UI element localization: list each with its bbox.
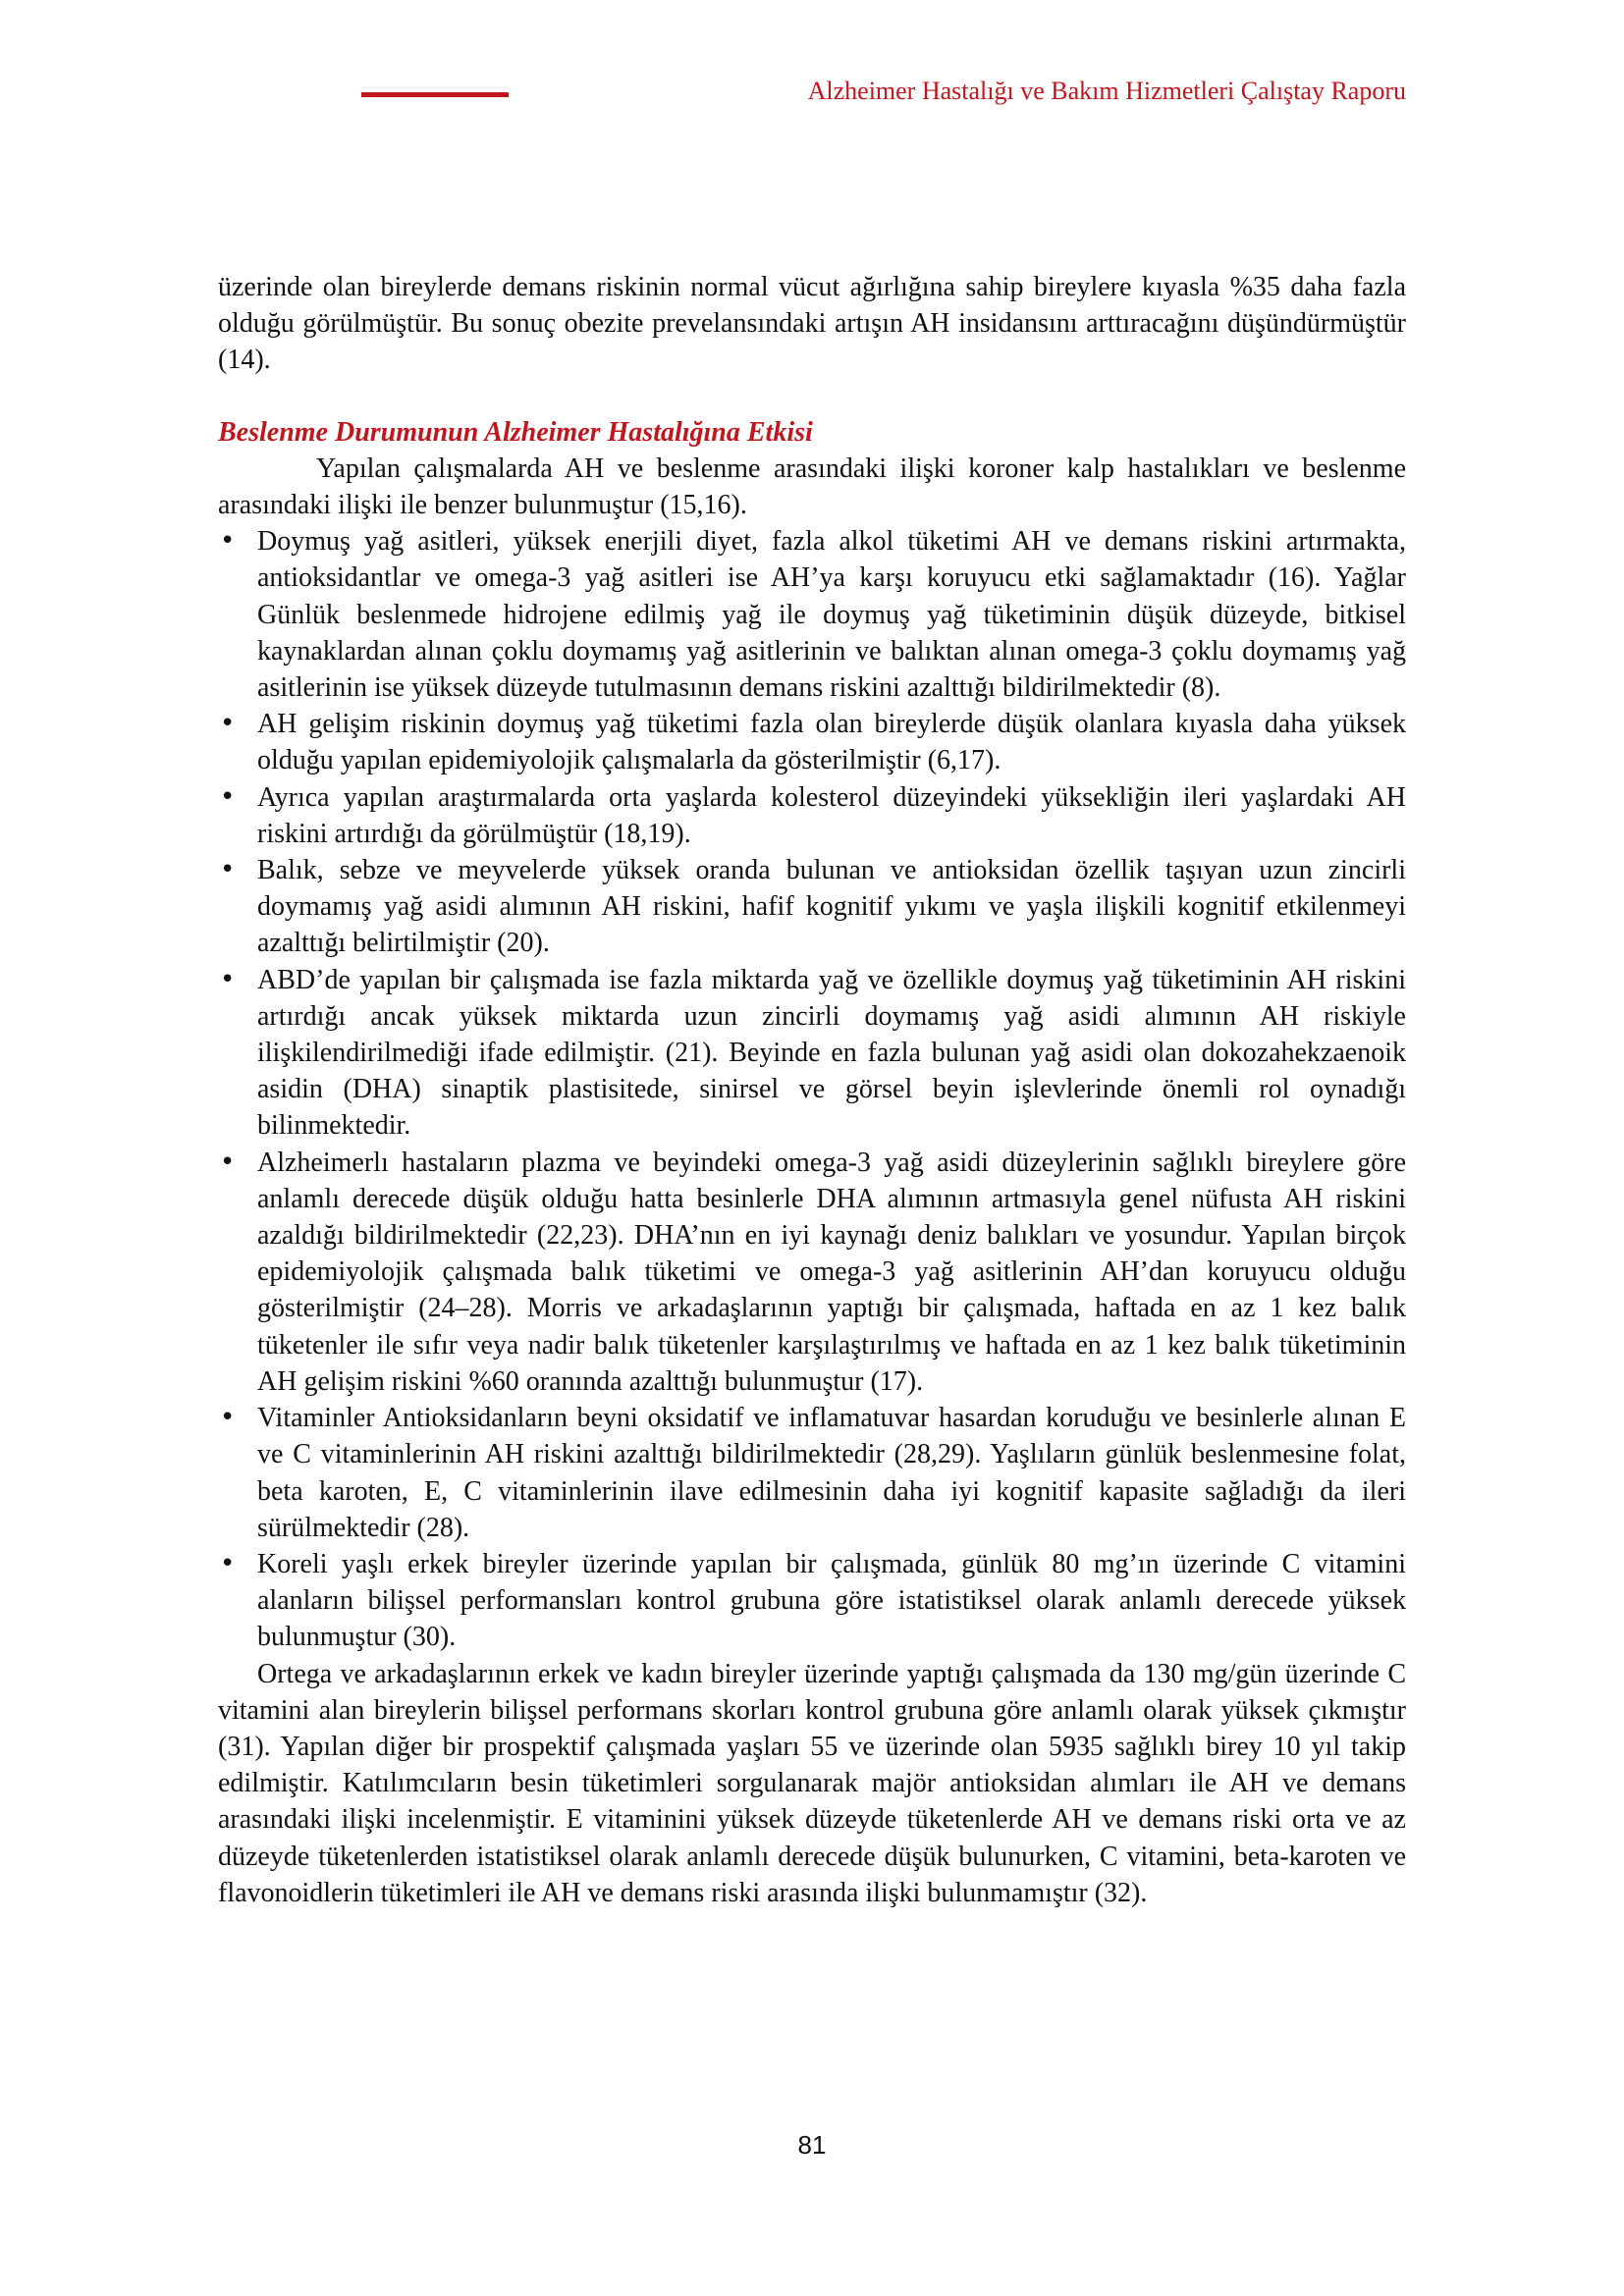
list-item: • Koreli yaşlı erkek bireyler üzerinde yapılan bir çalışmada, günlük 80 mg’ın üzerinde C vitamini alanların bilişsel performansları kontrol grubuna göre istatistiksel olarak anlamlı derecede yüksek bulunmuştur (30). xyxy=(218,1546,1406,1656)
list-item: • Balık, sebze ve meyvelerde yüksek oranda bulunan ve antioksidan özellik taşıyan uzun zincirli doymamış yağ asidi alımının AH riskini, hafif kognitif yıkımı ve yaşla ilişkili kognitif etkilenmeyi azalttığı belirtilmiştir (20). xyxy=(218,852,1406,962)
list-item: • Ayrıca yapılan araştırmalarda orta yaşlarda kolesterol düzeyindeki yüksekliğin ileri yaşlardaki AH riskini artırdığı da görülmüştür (18,19). xyxy=(218,779,1406,852)
list-item: • ABD’de yapılan bir çalışmada ise fazla miktarda yağ ve özellikle doymuş yağ tüketiminin AH riskini artırdığı ancak yüksek miktarda uzun zincirli doymamış yağ asidi alımının AH riskiyle ilişkilendirilmediği ifade edilmiştir. (21). Beyinde en fazla bulunan yağ asidi olan dokozahekzaenoik asidin (DHA) sinaptik plastisitede, sinirsel ve görsel beyin işlevlerinde önemli rol oynadığı bilinmektedir. xyxy=(218,962,1406,1145)
list-item: • Vitaminler Antioksidanların beyni oksidatif ve inflamatuvar hasardan koruduğu ve besinlerle alınan E ve C vitaminlerinin AH riskini azalttığı bildirilmektedir (28,29). Yaşlıların günlük beslenmesine folat, beta karoten, E, C vitaminlerinin ilave edilmesinin daha iyi kognitif kapasite sağladığı da ileri sürülmektedir (28). xyxy=(218,1400,1406,1546)
page-body xyxy=(218,269,1406,1911)
section-lead-paragraph: Yapılan çalışmalarda AH ve beslenme arasındaki ilişki koroner kalp hastalıkları ve beslenme arasındaki ilişki ile benzer bulunmuştur (15,16). xyxy=(218,453,1406,521)
section-heading: Beslenme Durumunun Alzheimer Hastalığına Etkisi xyxy=(218,416,813,448)
closing-paragraph: Ortega ve arkadaşlarının erkek ve kadın bireyler üzerinde yaptığı çalışmada da 130 mg/gün üzerinde C vitamini alan bireylerin bilişsel performans skorları kontrol grubuna göre anlamlı olarak yüksek çıkmıştır (31). Yapılan diğer bir prospektif çalışmada yaşları 55 ve üzerinde olan 5935 sağlıklı birey 10 yıl takip edilmiştir. Katılımcıların besin tüketimleri sorgulanarak majör antioksidan alımları ile AH ve demans arasındaki ilişki incelenmiştir. E vitaminini yüksek düzeyde tüketenlerde AH ve demans riski orta ve az düzeyde tüketenlerden istatistiksel olarak anlamlı derecede düşük bulunurken, C vitamini, beta-karoten ve flavonoidlerin tüketimleri ile AH ve demans riski arasında ilişki bulunmamıştır (32). xyxy=(218,1658,1406,1908)
list-item: • AH gelişim riskinin doymuş yağ tüketimi fazla olan bireylerde düşük olanlara kıyasla daha yüksek olduğu yapılan epidemiyolojik çalışmalarla da gösterilmiştir (6,17). xyxy=(218,706,1406,778)
running-header-title: Alzheimer Hastalığı ve Bakım Hizmetleri Çalıştay Raporu xyxy=(807,77,1406,105)
list-item: • Alzheimerlı hastaların plazma ve beyindeki omega-3 yağ asidi düzeylerinin sağlıklı bireylere göre anlamlı derecede düşük olduğu hatta besinlerle DHA alımının artmasıyla genel nüfusta AH riskini azaldığı bildirilmektedir (22,23). DHA’nın en iyi kaynağı deniz balıkları ve yosundur. Yapılan birçok epidemiyolojik çalışmada balık tüketimi ve omega-3 yağ asitlerinin AH’dan koruyucu olduğu gösterilmiştir (24–28). Morris ve arkadaşlarının yaptığı bir çalışmada, haftada en az 1 kez balık tüketenler ile sıfır veya nadir balık tüketenler karşılaştırılmış ve haftada en az 1 kez balık tüketiminin AH gelişim riskini %60 oranında azalttığı bulunmuştur (17). xyxy=(218,1145,1406,1400)
finding-list xyxy=(218,523,1406,1655)
intro-paragraph: üzerinde olan bireylerde demans riskinin normal vücut ağırlığına sahip bireylere kıyasla %35 daha fazla olduğu görülmüştür. Bu sonuç obezite prevelansındaki artışın AH insidansını arttıracağını düşündürmüştür (14). xyxy=(218,272,1406,376)
header-accent-rule xyxy=(361,92,509,97)
page-number: 81 xyxy=(797,2130,827,2160)
list-item: • Doymuş yağ asitleri, yüksek enerjili diyet, fazla alkol tüketimi AH ve demans riskini artırmakta, antioksidantlar ve omega-3 yağ asitleri ise AH’ya karşı koruyucu etki sağlamaktadır (16). Yağlar Günlük beslenmede hidrojene edilmiş yağ ile doymuş yağ tüketiminin düşük düzeyde, bitkisel kaynaklardan alınan çoklu doymamış yağ asitlerinin ve balıktan alınan omega-3 çoklu doymamış yağ asitlerinin ise yüksek düzeyde tutulmasının demans riskini azalttığı bildirilmektedir (8). xyxy=(218,523,1406,706)
